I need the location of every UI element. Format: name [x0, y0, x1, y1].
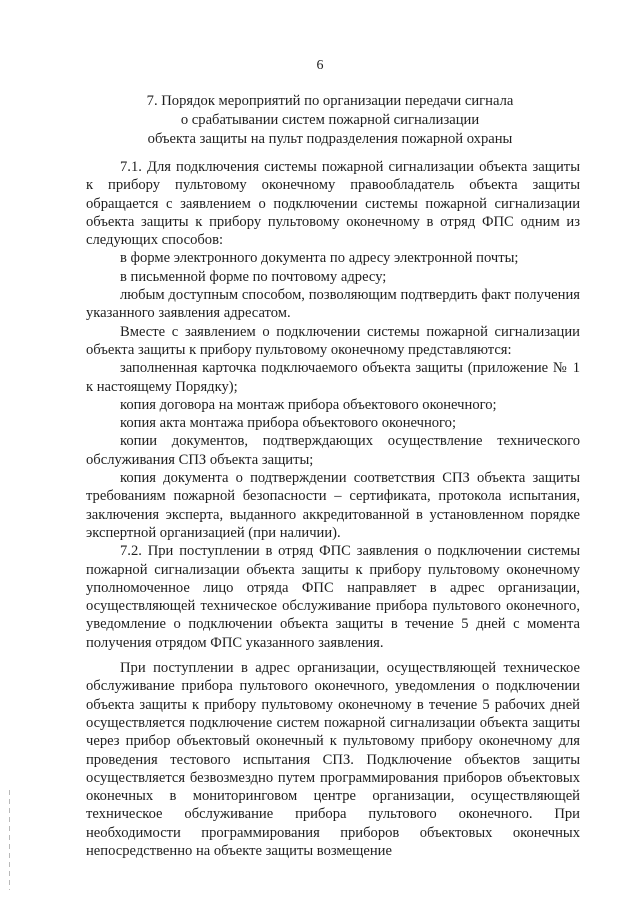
paragraph-attachments: Вместе с заявлением о подключении системы пожарной сигнализации объекта защиты к прибору пультовому оконечному представляются: — [86, 323, 580, 358]
list-item-act: копия акта монтажа прибора объектового оконечного; — [120, 415, 457, 432]
section-title-line: 7. Порядок мероприятий по организации передачи сигнала — [146, 93, 514, 109]
scan-margin-line — [9, 790, 10, 890]
list-item-card: заполненная карточка подключаемого объекта защиты (приложение № 1 к настоящему Порядку); — [86, 360, 580, 395]
list-item-post: в письменной форме по почтовому адресу; — [120, 268, 387, 285]
list-item-any-method: любым доступным способом, позволяющим подтвердить факт получения указанного заявления адресатом. — [86, 287, 580, 322]
paragraph-7-2: 7.2. При поступлении в отряд ФПС заявления о подключении системы пожарной сигнализации объекта защиты к прибору пультовому оконечному уполномоченное лицо отряда ФПС направляет в адрес организации, осуществляющей техническое обслуживание прибора пультового оконечного, уведомление о подключении объекта защиты в течение 5 дней с момента получения отрядом ФПС указанного заявления. — [86, 543, 580, 651]
list-item-maintenance-docs: копии документов, подтверждающих осуществление технического обслуживания СПЗ объекта защиты; — [86, 433, 580, 468]
list-item-contract: копия договора на монтаж прибора объектового оконечного; — [120, 396, 497, 413]
section-title — [120, 92, 540, 149]
paragraph-7-1: 7.1. Для подключения системы пожарной сигнализации объекта защиты к прибору пультовому оконечному правообладатель объекта защиты обращается с заявлением о подключении системы пожарной сигнализации объекта защиты к прибору пультовому оконечному в отряд ФПС одним из следующих способов: — [86, 159, 580, 249]
section-title-line: о срабатывании систем пожарной сигнализации — [180, 112, 480, 128]
section-title-line: объекта защиты на пульт подразделения пожарной охраны — [147, 131, 513, 147]
paragraph-connection: При поступлении в адрес организации, осуществляющей техническое обслуживание прибора пультового оконечного, уведомления о подключении объекта защиты к прибору пультовому оконечному в течение 5 рабочих дней осуществляется подключение систем пожарной сигнализации объекта защиты через прибор объектовый оконечный к пультовому прибору оконечному для проведения тестового испытания СПЗ. Подключение объектов защиты осуществляется безвозмездно путем программирования приборов объектовых оконечных в мониторинговом центре организации, осуществляющей техническое обслуживание прибора пультового оконечного. При необходимости программирования приборов объектовых оконечных непосредственно на объекте защиты возмещение — [86, 660, 580, 859]
list-item-email: в форме электронного документа по адресу электронной почты; — [120, 250, 519, 267]
section-body — [86, 158, 580, 860]
list-item-certificate: копия документа о подтверждении соответствия СПЗ объекта защиты требованиям пожарной безопасности – сертификата, протокола испытания, заключения эксперта, выданного аккредитованной в установленном порядке экспертной организацией (при наличии). — [86, 470, 580, 541]
page-number: 6 — [316, 58, 324, 73]
